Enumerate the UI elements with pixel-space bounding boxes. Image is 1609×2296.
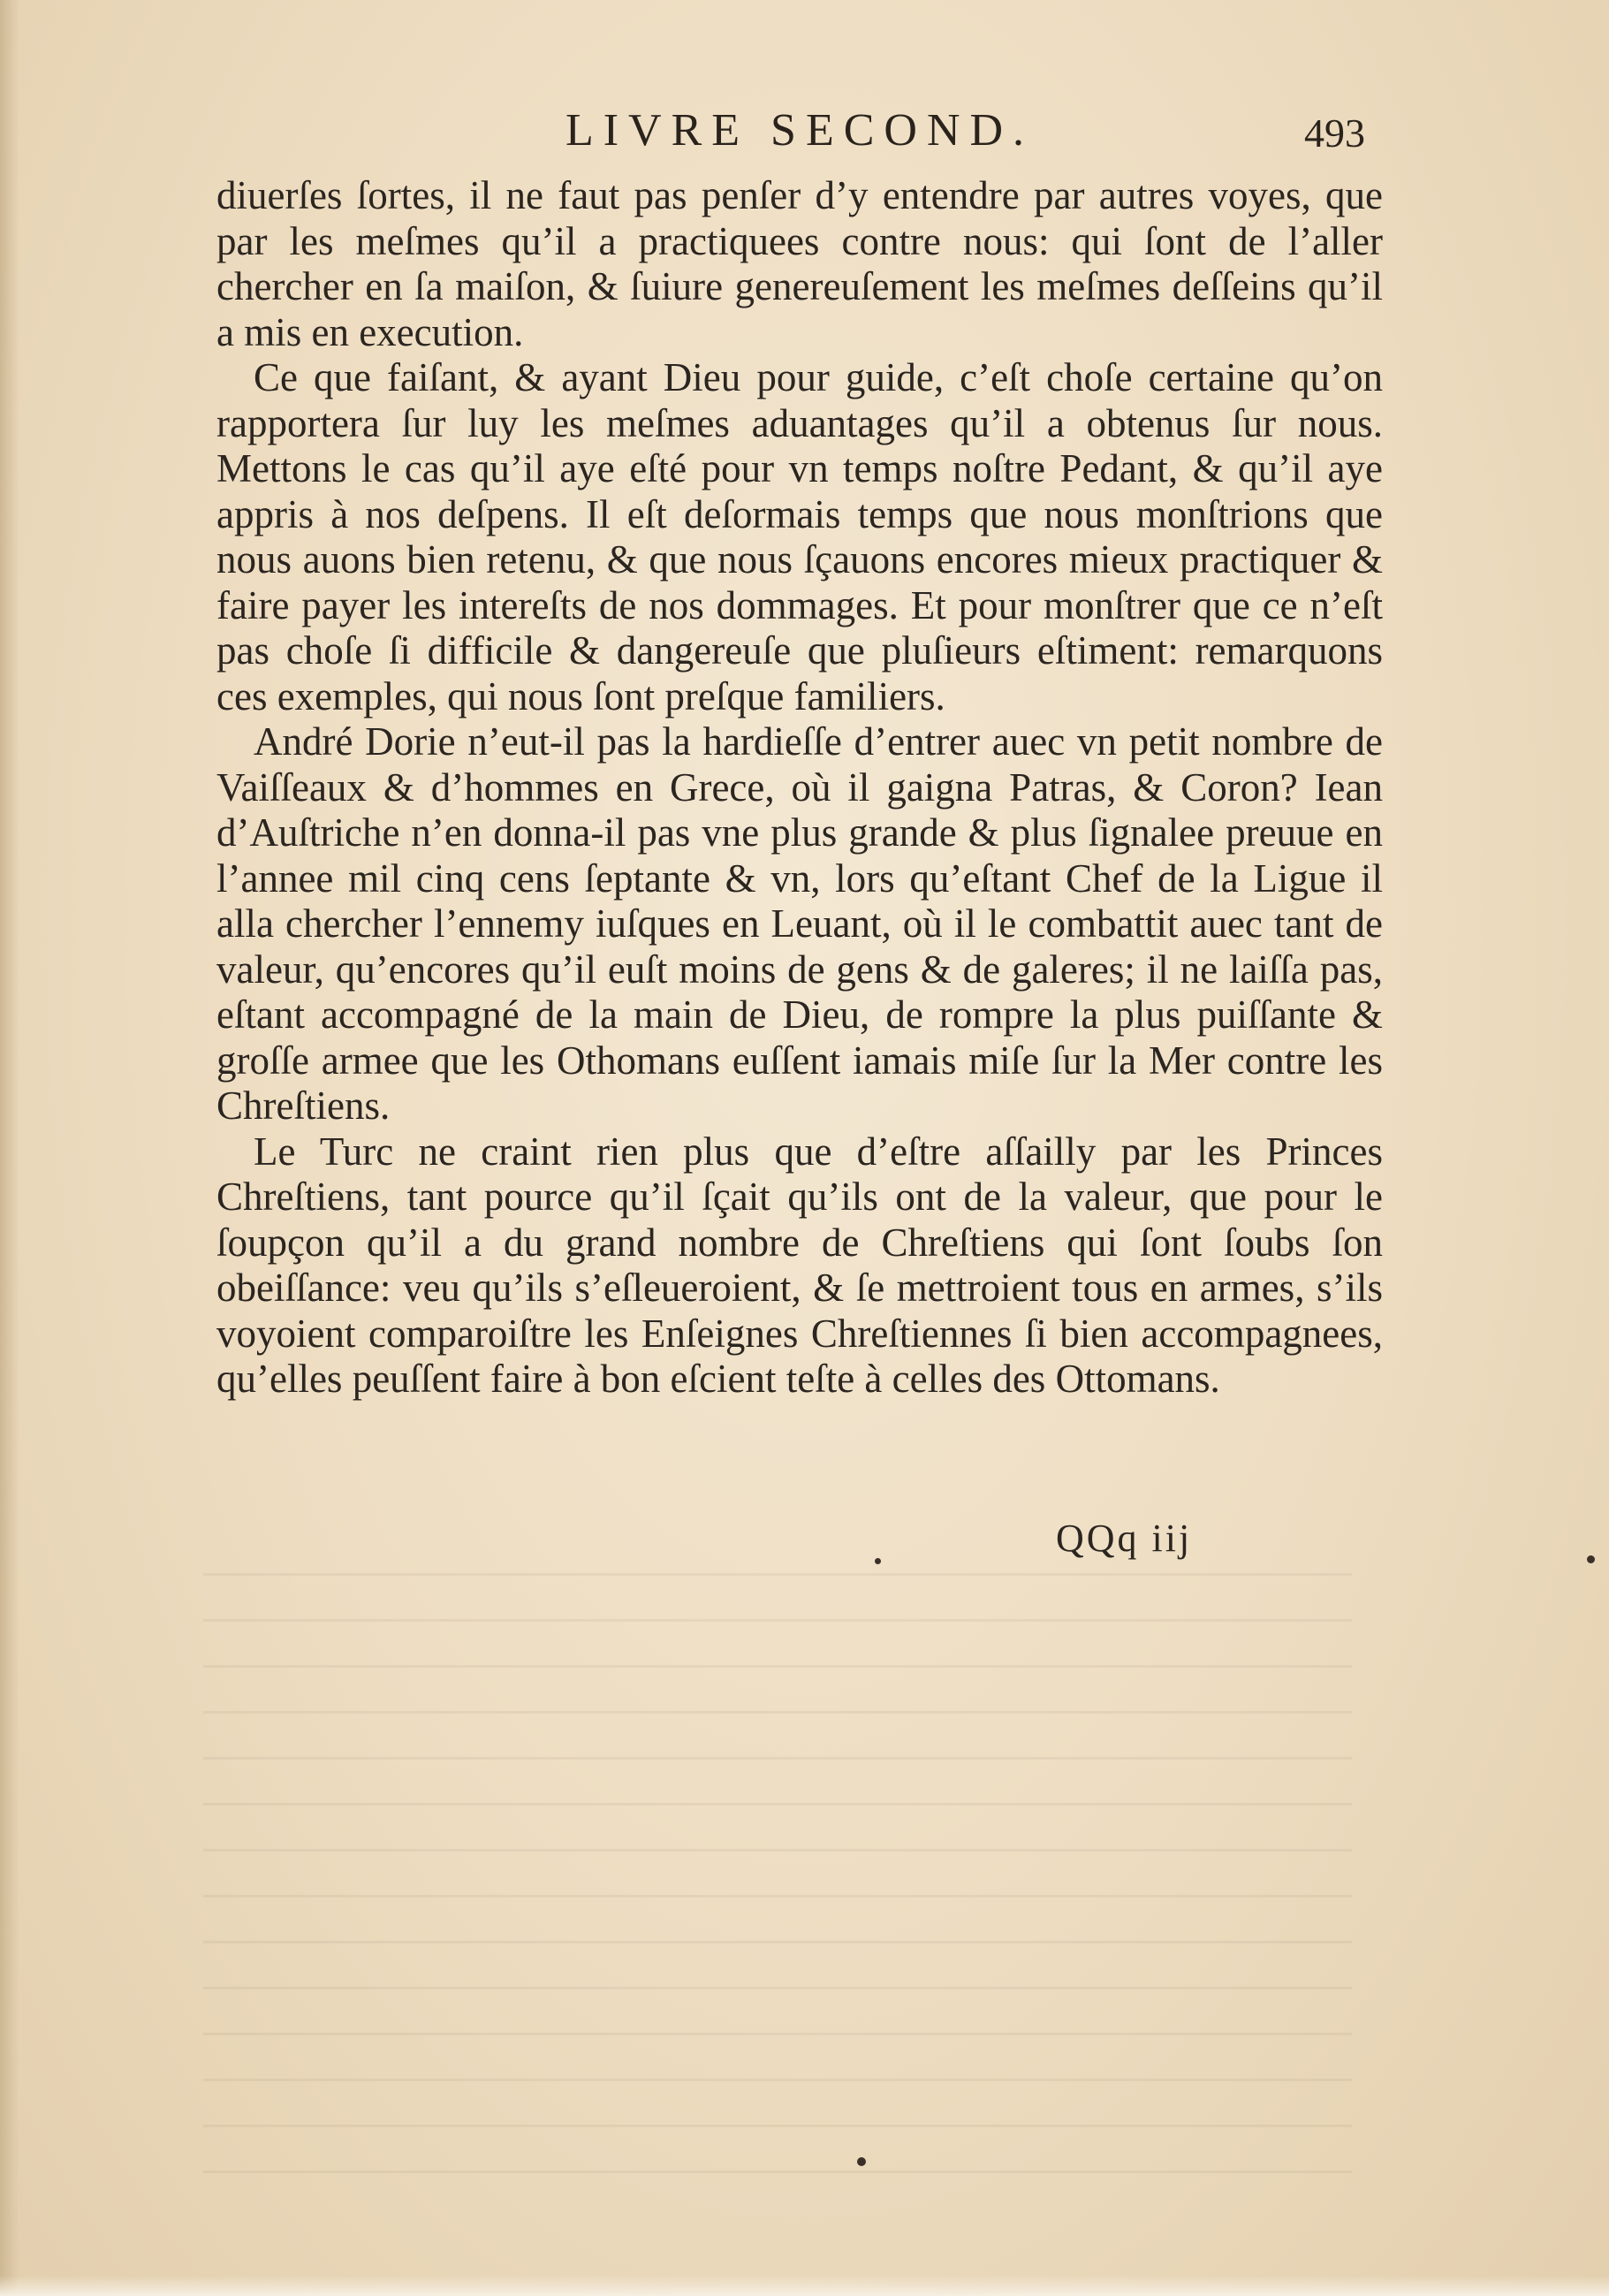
paragraph: diuerſes ſortes, il ne faut pas penſer d’y entendre par autres voyes, que par les meſmes qu’il a practiquees contre nous: qui ſont de l’aller chercher en ſa maiſon, & ſuiure genereuſement les meſmes deſſeins qu’il a mis en execution. <box>216 173 1383 354</box>
running-head: LIVRE SECOND. <box>565 105 1035 156</box>
page-number: 493 <box>1304 110 1365 156</box>
page-header <box>216 104 1383 166</box>
signature-mark: QQq iij <box>1056 1517 1193 1560</box>
page-edge <box>0 2276 1609 2296</box>
paragraph: Ce que faiſant, & ayant Dieu pour guide, c’eſt choſe certaine qu’on rapportera ſur luy les meſmes aduantages qu’il a obtenus ſur nous. Mettons le cas qu’il aye eſté pour vn temps noſtre Pedant, & qu’il aye appris à nos deſpens. Il eſt deſormais temps que nous monſtrions que nous auons bien retenu, & que nous ſçauons encores mieux practiquer & faire payer les intereſts de nos dommages. Et pour monſtrer que ce n’eſt pas choſe ſi difficile & dangereuſe que pluſieurs eſtiment: remarquons ces exemples, qui nous ſont preſque familiers. <box>216 355 1383 718</box>
ink-speck <box>875 1558 881 1564</box>
body-text <box>216 173 1383 1403</box>
show-through-bleed <box>203 1573 1352 2192</box>
paragraph: Le Turc ne craint rien plus que d’eſtre aſſailly par les Princes Chreſtiens, tant pource qu’il ſçait qu’ils ont de la valeur, que pour le ſoupçon qu’il a du grand nombre de Chreſtiens qui ſont ſoubs ſon obeiſſance: veu qu’ils s’eſleueroient, & ſe mettroient tous en armes, s’ils voyoient comparoiſtre les Enſeignes Chreſtiennes ſi bien accompagnees, qu’elles peuſſent faire à bon eſcient teſte à celles des Ottomans. <box>216 1129 1383 1401</box>
ink-speck <box>1587 1555 1595 1563</box>
binding-shadow <box>0 0 19 2296</box>
paragraph: André Dorie n’eut-il pas la hardieſſe d’entrer auec vn petit nombre de Vaiſſeaux & d’hommes en Grece, où il gaigna Patras, & Coron? Iean d’Auſtriche n’en donna-il pas vne plus grande & plus ſignalee preuue en l’annee mil cinq cens ſeptante & vn, lors qu’eſtant Chef de la Ligue il alla chercher l’ennemy iuſques en Leuant, où il le combattit auec tant de valeur, qu’encores qu’il euſt moins de gens & de galeres; il ne laiſſa pas, eſtant accompagné de la main de Dieu, de rompre la plus puiſſante & groſſe armee que les Othomans euſſent iamais miſe ſur la Mer contre les Chreſtiens. <box>216 719 1383 1128</box>
ink-speck <box>857 2157 866 2166</box>
